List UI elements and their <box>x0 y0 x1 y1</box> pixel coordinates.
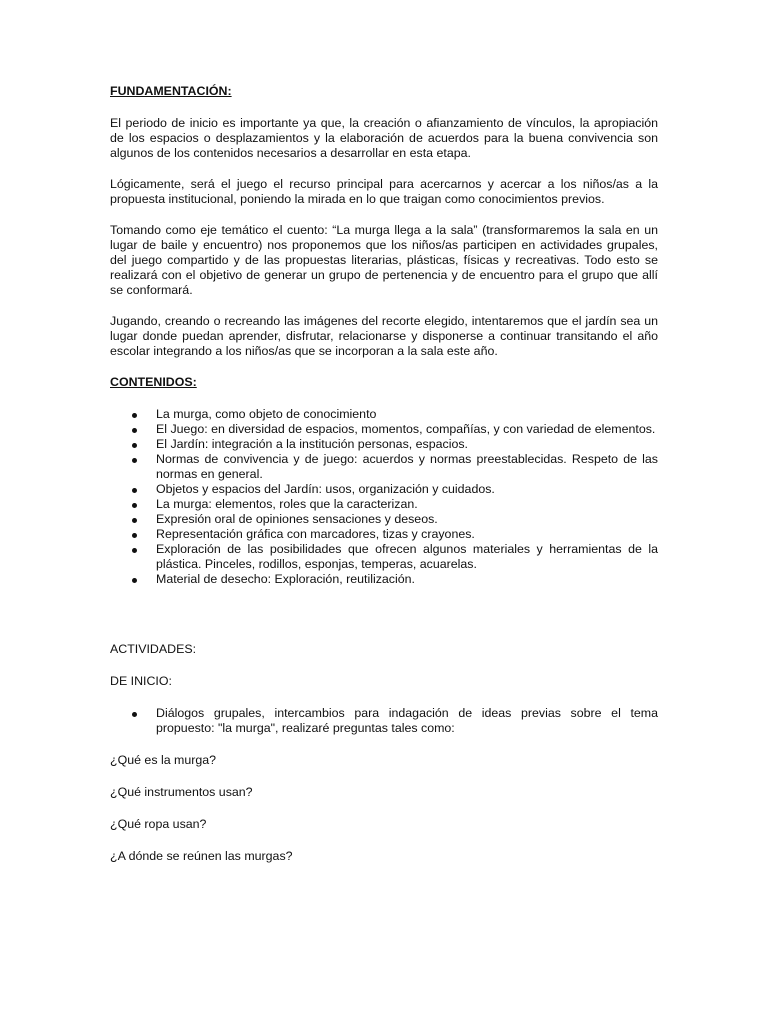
bullet-icon <box>132 548 137 553</box>
question-3: ¿Qué ropa usan? <box>110 817 207 831</box>
bullet-icon <box>132 488 137 493</box>
fundamentacion-heading: FUNDAMENTACIÓN: <box>110 84 232 98</box>
list-item-text: El Jardín: integración a la institución personas, espacios. <box>156 437 469 451</box>
section-spacer <box>110 604 658 642</box>
list-item <box>110 422 658 437</box>
bullet-icon <box>132 578 137 583</box>
bullet-icon <box>132 428 137 433</box>
bullet-icon <box>132 503 137 508</box>
actividades-heading: ACTIVIDADES: <box>110 642 197 656</box>
list-item <box>110 706 658 736</box>
document-page <box>110 84 658 881</box>
bullet-icon <box>132 458 137 463</box>
contenidos-list <box>110 407 658 587</box>
list-item-text: Objetos y espacios del Jardín: usos, organización y cuidados. <box>156 482 495 496</box>
list-item-text: Material de desecho: Exploración, reutilización. <box>156 572 415 586</box>
list-item-text: Normas de convivencia y de juego: acuerdos y normas preestablecidas. Respeto de las normas en general. <box>156 452 658 481</box>
fundamentacion-paragraph-3: Tomando como eje temático el cuento: “La murga llega a la sala” (transformaremos la sala en un lugar de baile y encuentro) nos proponemos que los niños/as participen en actividades grupales, del juego compartido y de las propuestas literarias, plásticas, físicas y recreativas. Todo esto se realizará con el objetivo de generar un grupo de pertenencia y de encuentro para el grupo que allí se conformará. <box>110 223 658 297</box>
actividades-list <box>110 706 658 736</box>
list-item-text: Diálogos grupales, intercambios para indagación de ideas previas sobre el tema propuesto: "la murga", realizaré preguntas tales como: <box>156 706 658 735</box>
list-item-text: El Juego: en diversidad de espacios, momentos, compañías, y con variedad de elementos. <box>156 422 656 436</box>
bullet-icon <box>132 712 137 717</box>
bullet-icon <box>132 533 137 538</box>
question-4: ¿A dónde se reúnen las murgas? <box>110 849 293 863</box>
list-item-text: Exploración de las posibilidades que ofrecen algunos materiales y herramientas de la plástica. Pinceles, rodillos, esponjas, temperas, acuarelas. <box>156 542 658 571</box>
bullet-icon <box>132 413 137 418</box>
fundamentacion-paragraph-1: El periodo de inicio es importante ya que, la creación o afianzamiento de vínculos, la apropiación de los espacios o desplazamientos y la elaboración de acuerdos para la buena convivencia son algunos de los contenidos necesarios a desarrollar en esta etapa. <box>110 116 658 160</box>
list-item <box>110 542 658 572</box>
contenidos-heading: CONTENIDOS: <box>110 375 197 389</box>
list-item <box>110 482 658 497</box>
list-item <box>110 497 658 512</box>
bullet-icon <box>132 518 137 523</box>
list-item-text: La murga: elementos, roles que la caracterizan. <box>156 497 418 511</box>
fundamentacion-paragraph-2: Lógicamente, será el juego el recurso principal para acercarnos y acercar a los niños/as a la propuesta institucional, poniendo la mirada en lo que traigan como conocimientos previos. <box>110 177 658 206</box>
question-1: ¿Qué es la murga? <box>110 753 217 767</box>
bullet-icon <box>132 443 137 448</box>
list-item-text: Representación gráfica con marcadores, tizas y crayones. <box>156 527 475 541</box>
list-item <box>110 512 658 527</box>
fundamentacion-paragraph-4: Jugando, creando o recreando las imágenes del recorte elegido, intentaremos que el jardín sea un lugar donde puedan aprender, disfrutar, relacionarse y disponerse a continuar transitando el año escolar integrando a los niños/as que se incorporan a la sala este año. <box>110 314 658 358</box>
list-item <box>110 452 658 482</box>
list-item <box>110 407 658 422</box>
question-2: ¿Qué instrumentos usan? <box>110 785 253 799</box>
de-inicio-subheading: DE INICIO: <box>110 674 172 688</box>
list-item-text: Expresión oral de opiniones sensaciones y deseos. <box>156 512 438 526</box>
list-item <box>110 437 658 452</box>
list-item <box>110 527 658 542</box>
list-item-text: La murga, como objeto de conocimiento <box>156 407 377 421</box>
list-item <box>110 572 658 587</box>
